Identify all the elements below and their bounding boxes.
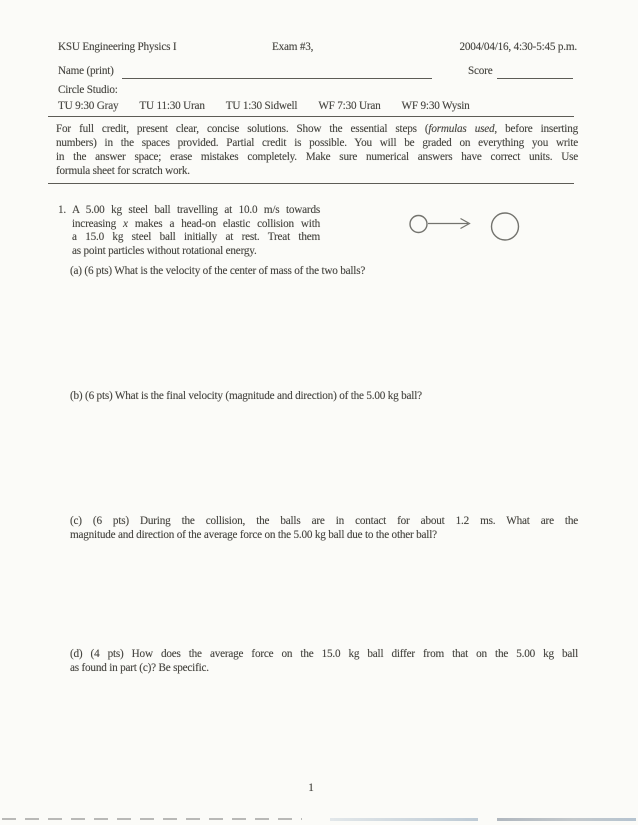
score-label: Score	[468, 65, 493, 77]
exam-number: Exam #3,	[272, 41, 314, 53]
score-blank	[497, 65, 573, 79]
statement-text: makes a head-on elastic collision with	[127, 217, 320, 230]
studio-option: TU 11:30 Uran	[139, 100, 205, 112]
question-line: (d) (4 pts) How does the average force on the 15.0 kg ball differ from that on the 5.00 kg ball	[70, 648, 578, 660]
math-variable-x: x	[123, 217, 128, 230]
question-line: as found in part (c)? Be specific.	[70, 662, 209, 674]
moving-ball-icon	[410, 216, 427, 233]
question-part-b: (b) (6 pts) What is the final velocity (magnitude and direction) of the 5.00 kg ball?	[70, 390, 422, 402]
studio-option: TU 1:30 Sidwell	[225, 100, 298, 112]
problem-number: 1.	[58, 204, 66, 216]
instructions-line	[56, 122, 578, 136]
instructions-text: , before inserting	[494, 123, 578, 135]
question-line: magnitude and direction of the average force on the 5.00 kg ball due to the other ball?	[70, 529, 437, 541]
studio-options	[58, 100, 470, 112]
statement-text: increasing	[72, 217, 124, 230]
studio-option: TU 9:30 Gray	[58, 100, 119, 112]
name-label: Name (print)	[58, 65, 114, 77]
statement-line	[72, 218, 320, 232]
instructions-text: For full credit, present clear, concise solutions. Show the essential steps (	[56, 123, 429, 135]
collision-diagram	[403, 208, 528, 248]
question-part-d	[70, 647, 578, 675]
problem-statement	[72, 204, 320, 258]
statement-line: a 15.0 kg steel ball initially at rest. Treat them	[72, 231, 320, 244]
scan-artifact	[330, 818, 478, 821]
scan-artifact	[497, 818, 636, 821]
divider-line	[48, 183, 574, 184]
instructions-line: formula sheet for scratch work.	[56, 165, 190, 177]
divider-line	[48, 116, 574, 117]
studio-option: WF 9:30 Wysin	[401, 100, 470, 112]
statement-line: A 5.00 kg steel ball travelling at 10.0 m/s towards	[72, 204, 320, 216]
circle-studio-label: Circle Studio:	[58, 84, 118, 96]
exam-instructions	[56, 122, 578, 178]
question-part-c	[70, 514, 578, 542]
scan-artifact	[2, 818, 302, 820]
instructions-line: numbers) in the spaces provided. Partial credit is possible. You will be graded on everything you write	[56, 137, 578, 149]
page-number: 1	[308, 782, 314, 794]
instructions-line: in the answer space; erase mistakes completely. Make sure numerical answers have correct units. Use	[56, 151, 578, 163]
name-blank	[122, 65, 432, 79]
course-title: KSU Engineering Physics I	[58, 41, 177, 53]
target-ball-icon	[492, 213, 519, 240]
question-part-a: (a) (6 pts) What is the velocity of the center of mass of the two balls?	[70, 265, 366, 277]
statement-line: as point particles without rotational energy.	[72, 244, 257, 257]
question-line: (c) (6 pts) During the collision, the balls are in contact for about 1.2 ms. What are the	[70, 515, 578, 527]
studio-option: WF 7:30 Uran	[318, 100, 381, 112]
instructions-italic-text: formulas used	[428, 123, 495, 135]
exam-datetime: 2004/04/16, 4:30-5:45 p.m.	[459, 41, 577, 53]
